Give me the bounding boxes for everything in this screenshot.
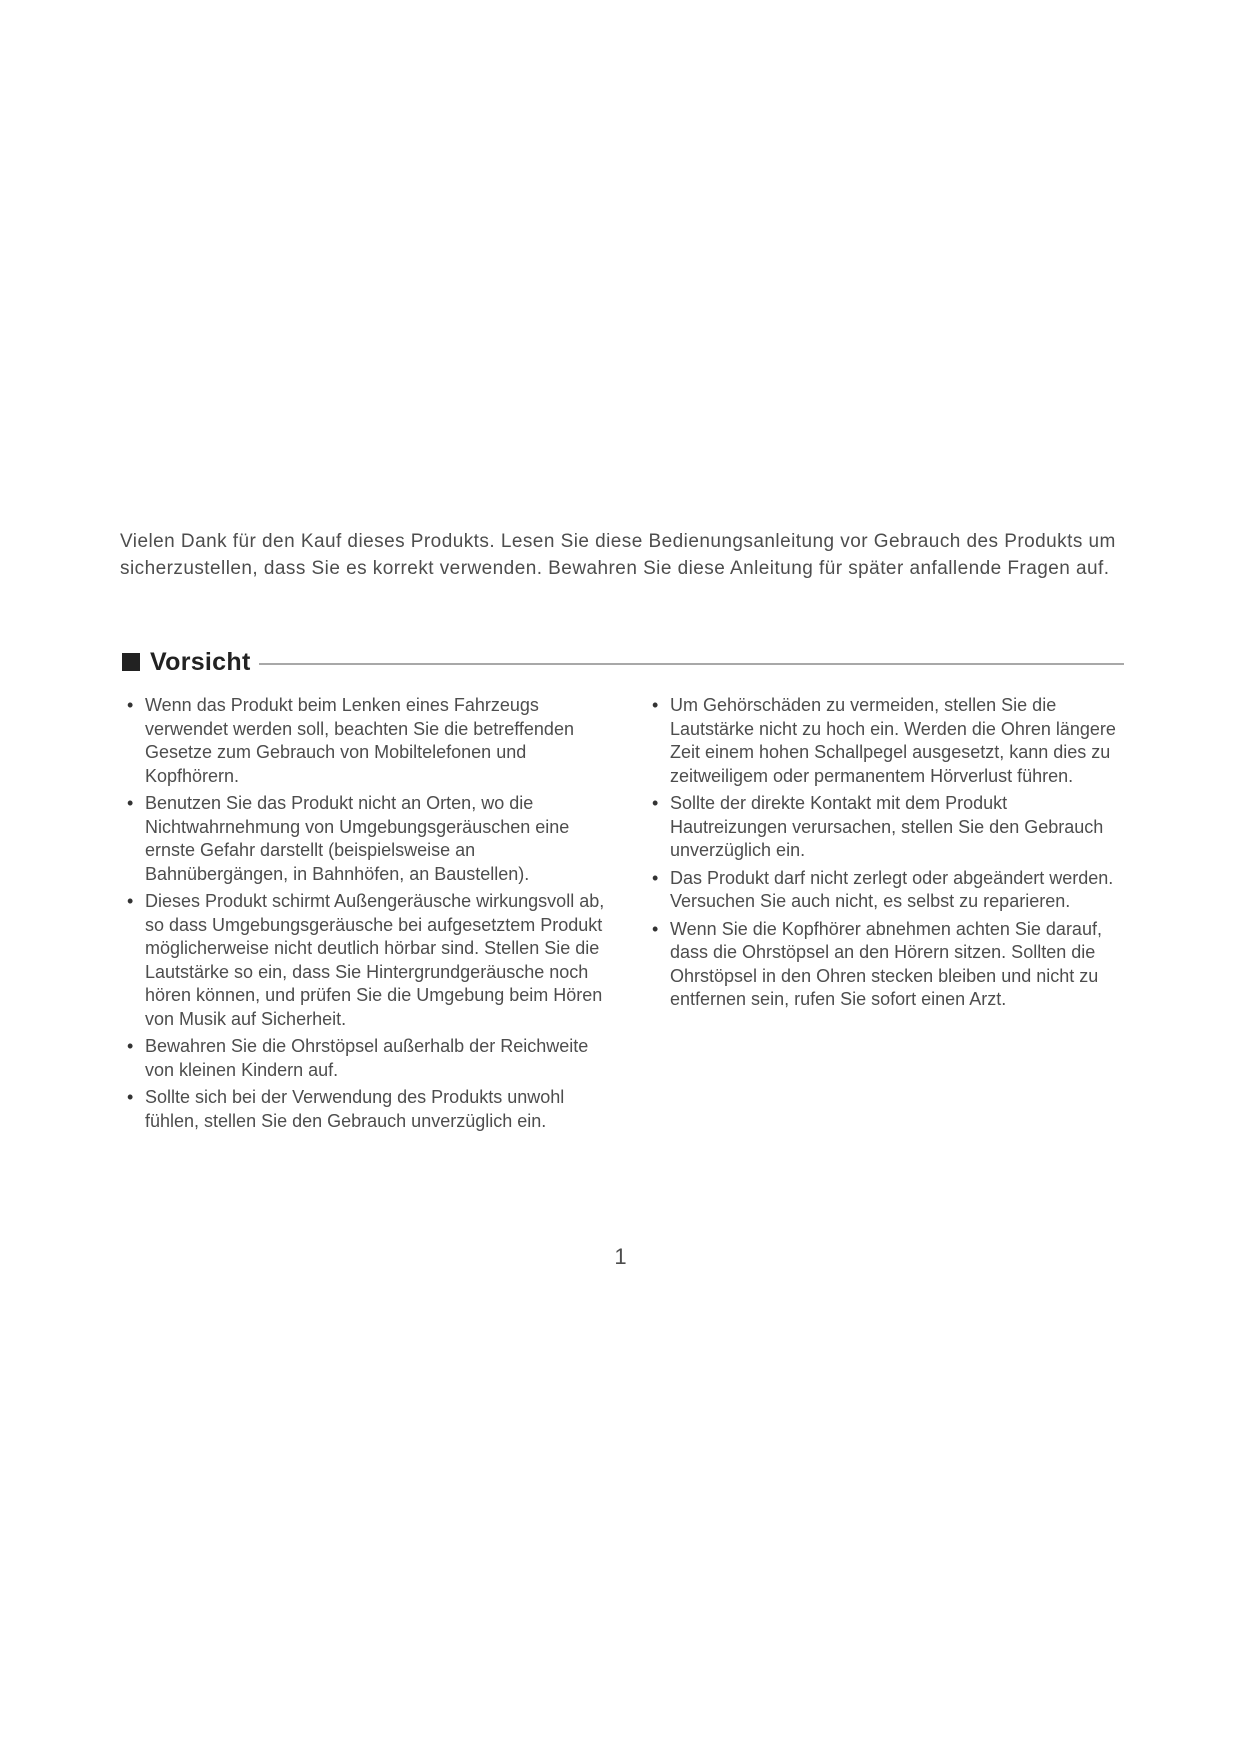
list-item-text: Das Produkt darf nicht zerlegt oder abgeändert werden. Versuchen Sie auch nicht, es selbst zu reparieren. [670, 867, 1114, 911]
list-item-text: Bewahren Sie die Ohrstöpsel außerhalb der Reichweite von kleinen Kindern auf. [145, 1036, 589, 1080]
bullet-icon: • [652, 867, 659, 888]
section-divider [259, 663, 1124, 665]
bullet-icon: • [127, 1087, 134, 1107]
list-item [127, 890, 617, 1031]
section-title: Vorsicht [150, 647, 251, 676]
list-item-text: Dieses Produkt schirmt Außengeräusche wirkungsvoll ab, so dass Umgebungsgeräusche bei aufgesetztem Produkt möglicherweise nicht deutlich hörbar sind. Stellen Sie die Lautstärke so ein, dass Sie Hintergrundgeräusche noch hören können, und prüfen Sie die Umgebung beim Hören von Musik auf Sicherheit. [145, 891, 605, 1029]
list-item-text: Um Gehörschäden zu vermeiden, stellen Sie die Lautstärke nicht zu hoch ein. Werden die Ohren längere Zeit einem hohen Schallpegel ausgesetzt, kann dies zu zeitweiligem oder permanentem Hörverlust führen. [670, 695, 1116, 786]
bullet-icon: • [127, 891, 134, 911]
list-item [652, 792, 1122, 863]
list-item-text: Wenn das Produkt beim Lenken eines Fahrzeugs verwendet werden soll, beachten Sie die betreffenden Gesetze zum Gebrauch von Mobiltelefonen und Kopfhörern. [145, 695, 574, 786]
bullet-icon: • [652, 793, 659, 813]
page-number: 1 [614, 1244, 627, 1269]
list-item [652, 694, 1122, 788]
list-item-text: Benutzen Sie das Produkt nicht an Orten, wo die Nichtwahrnehmung von Umgebungsgeräuschen eine ernste Gefahr darstellt (beispielsweise an Bahnübergängen, in Bahnhöfen, an Baustellen). [145, 793, 570, 884]
bullet-icon: • [127, 793, 134, 813]
bullet-icon: • [652, 918, 659, 939]
list-item-text: Sollte sich bei der Verwendung des Produkts unwohl fühlen, stellen Sie den Gebrauch unverzüglich ein. [145, 1087, 565, 1131]
square-bullet-icon [122, 653, 140, 671]
caution-list-left [127, 694, 617, 1137]
bullet-icon: • [652, 695, 659, 715]
list-item-text: Wenn Sie die Kopfhörer abnehmen achten Sie darauf, dass die Ohrstöpsel an den Hörern sitzen. Sollten die Ohrstöpsel in den Ohren stecken bleiben und nicht zu entfernen sein, rufen Sie sofort einen Arzt. [670, 918, 1102, 1009]
list-item [652, 918, 1122, 1012]
list-item [127, 1086, 617, 1133]
list-item [127, 1035, 617, 1082]
intro-paragraph: Vielen Dank für den Kauf dieses Produkts. Lesen Sie diese Bedienungsanleitung vor Gebrauch des Produkts um sicherzustellen, dass Sie es korrekt verwenden. Bewahren Sie diese Anleitung für später anfallende Fragen auf. [120, 531, 1116, 579]
list-item [127, 792, 617, 886]
bullet-icon: • [127, 1036, 134, 1056]
caution-list-right [652, 694, 1122, 1016]
list-item [652, 867, 1122, 914]
bullet-icon: • [127, 695, 134, 715]
section-header [122, 642, 1124, 682]
list-item-text: Sollte der direkte Kontakt mit dem Produkt Hautreizungen verursachen, stellen Sie den Gebrauch unverzüglich ein. [670, 793, 1104, 860]
list-item [127, 694, 617, 788]
